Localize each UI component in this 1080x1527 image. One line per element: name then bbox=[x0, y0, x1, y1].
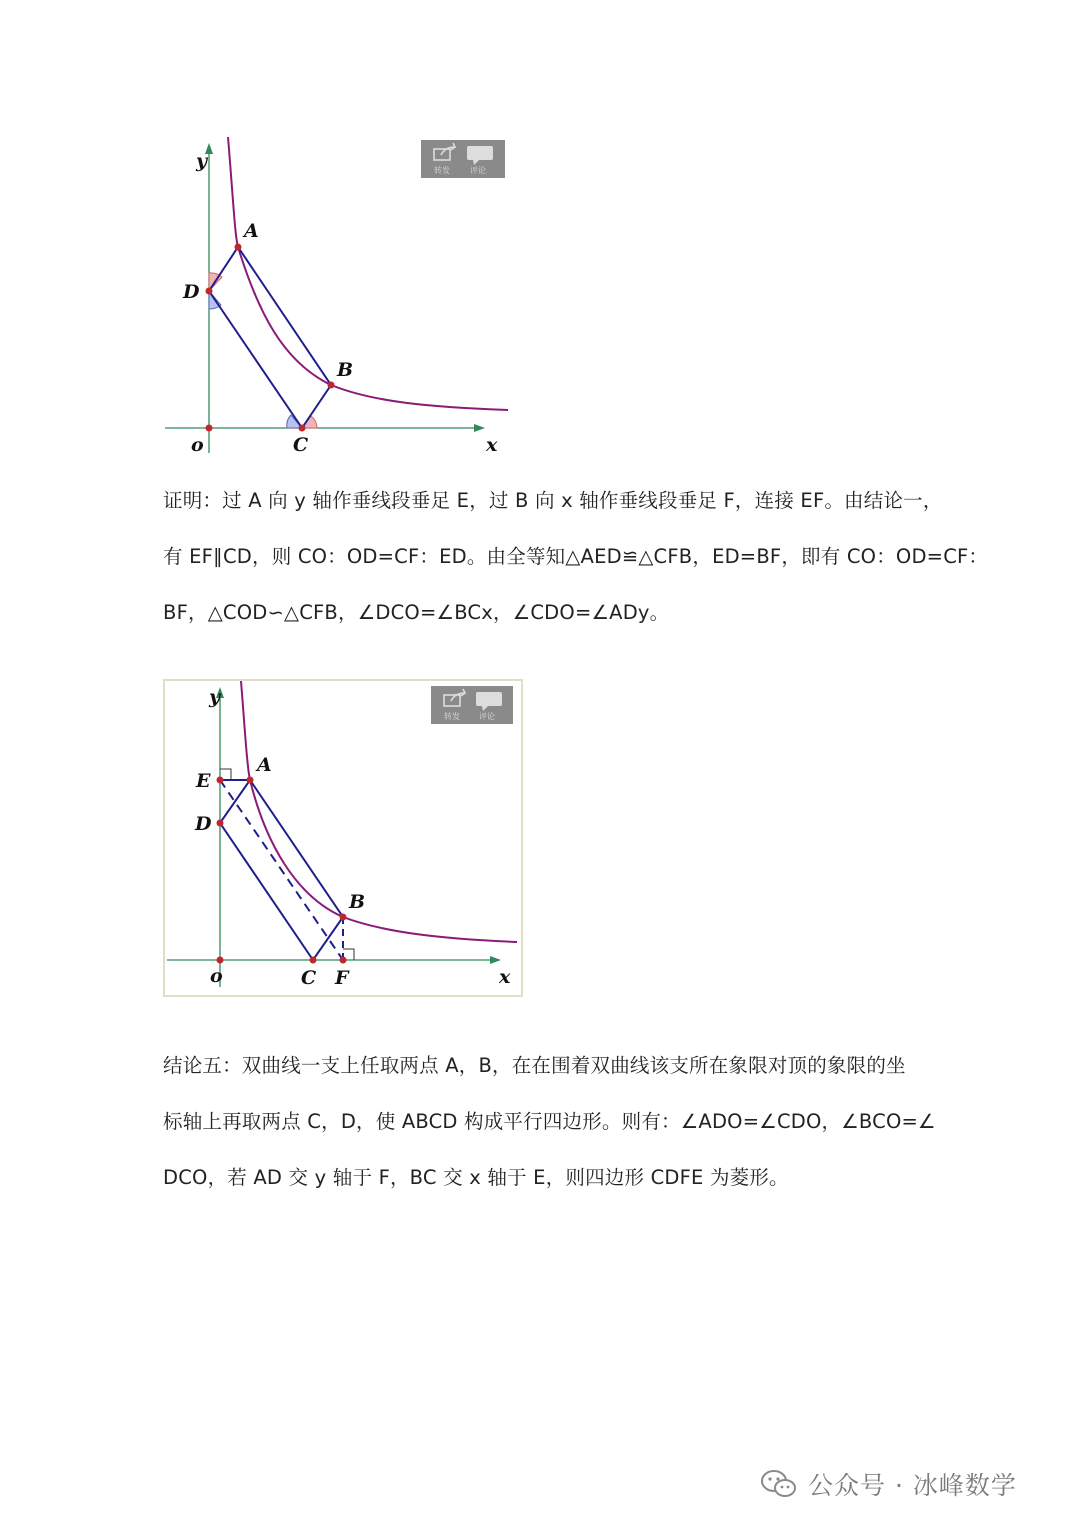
point-c-dot bbox=[299, 425, 306, 432]
label-y-axis: y bbox=[209, 686, 221, 708]
label-x-axis: x bbox=[486, 434, 498, 456]
conclusion-paragraph bbox=[163, 1038, 936, 1206]
proof-line-2: 有 EF∥CD，则 CO：OD=CF：ED。由全等知△AED≌△CFB，ED=BF，即有 CO：OD=CF： bbox=[163, 545, 989, 568]
label-d: D bbox=[183, 281, 200, 303]
wechat-icon bbox=[760, 1469, 798, 1499]
share-comment-overlay[interactable] bbox=[431, 686, 513, 724]
comment-label: 评论 bbox=[470, 166, 486, 175]
label-f: F bbox=[335, 967, 349, 989]
watermark-text: 公众号 · 冰峰数学 bbox=[808, 1471, 1017, 1500]
proof-line-3: BF，△COD∽△CFB，∠DCO=∠BCx，∠CDO=∠ADy。 bbox=[163, 601, 670, 624]
point-c-dot bbox=[310, 957, 317, 964]
share-label: 转发 bbox=[434, 166, 450, 175]
origin-dot bbox=[217, 957, 224, 964]
proof-line-1: 证明：过 A 向 y 轴作垂线段垂足 E，过 B 向 x 轴作垂线段垂足 F，连接 EF。由结论一， bbox=[163, 489, 943, 512]
share-label: 转发 bbox=[444, 712, 460, 721]
point-d-dot bbox=[217, 820, 224, 827]
label-a: A bbox=[244, 220, 259, 242]
point-f-dot bbox=[340, 957, 347, 964]
label-origin: o bbox=[210, 965, 223, 987]
point-d-dot bbox=[206, 288, 213, 295]
figure-1 bbox=[163, 137, 508, 463]
label-origin: o bbox=[191, 434, 204, 456]
label-y-axis: y bbox=[196, 150, 208, 172]
label-d: D bbox=[195, 813, 212, 835]
point-a-dot bbox=[247, 777, 254, 784]
conclusion-line-3: DCO，若 AD 交 y 轴于 F，BC 交 x 轴于 E，则四边形 CDFE 为菱形。 bbox=[163, 1166, 789, 1189]
parallelogram-abcd bbox=[209, 247, 331, 428]
origin-dot bbox=[206, 425, 213, 432]
figure-2 bbox=[163, 679, 523, 997]
proof-paragraph bbox=[163, 473, 989, 641]
label-b: B bbox=[337, 359, 354, 381]
point-b-dot bbox=[328, 382, 335, 389]
conclusion-line-2: 标轴上再取两点 C，D，使 ABCD 构成平行四边形。则有：∠ADO=∠CDO，∠BCO=∠ bbox=[163, 1110, 936, 1133]
point-e-dot bbox=[217, 777, 224, 784]
label-x-axis: x bbox=[499, 966, 511, 988]
label-a: A bbox=[257, 754, 272, 776]
conclusion-line-1: 结论五：双曲线一支上任取两点 A，B，在在围着双曲线该支所在象限对顶的象限的坐 bbox=[163, 1054, 906, 1077]
label-e: E bbox=[196, 770, 211, 792]
point-a-dot bbox=[235, 244, 242, 251]
label-c: C bbox=[293, 434, 309, 456]
segment-ef-dashed bbox=[220, 780, 343, 960]
point-b-dot bbox=[340, 914, 347, 921]
x-axis-arrow bbox=[474, 424, 485, 432]
label-c: C bbox=[301, 967, 317, 989]
watermark bbox=[760, 1464, 1017, 1504]
label-b: B bbox=[349, 891, 366, 913]
x-axis-arrow bbox=[490, 956, 501, 964]
share-comment-overlay[interactable] bbox=[421, 140, 505, 178]
comment-label: 评论 bbox=[479, 712, 495, 721]
